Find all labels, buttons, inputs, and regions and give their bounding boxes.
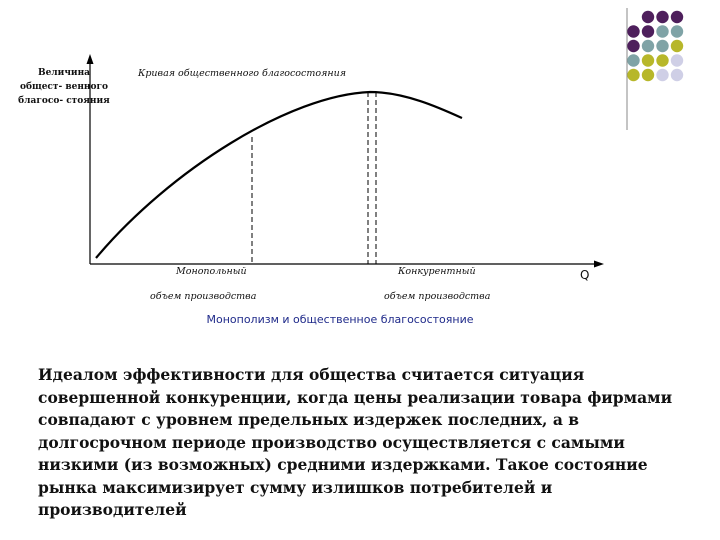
decorative-dot bbox=[642, 25, 654, 37]
monopoly-label-line1: Монопольный bbox=[176, 266, 247, 277]
decorative-dot bbox=[642, 69, 654, 81]
decorative-dot bbox=[642, 54, 654, 66]
decorative-dot bbox=[642, 11, 654, 23]
decorative-dot bbox=[627, 69, 639, 81]
decorative-dot bbox=[642, 40, 654, 52]
welfare-curve bbox=[96, 92, 462, 258]
competitive-label-line1: Конкурентный bbox=[398, 266, 476, 277]
decorative-dot-grid bbox=[627, 11, 683, 81]
body-paragraph: Идеалом эффективности для общества считается ситуация совершенной конкуренции, когда цены реализации товара фирмами совпадают с уровнем предельных издержек последних, а в долгосрочном периоде производство осуществляется с самыми низкими (из возможных) средними издержками. Такое состояние рынка максимизирует сумму излишков потребителей и производителей bbox=[38, 365, 673, 519]
decorative-dot bbox=[656, 69, 668, 81]
decorative-dot bbox=[627, 40, 639, 52]
decorative-dot bbox=[627, 25, 639, 37]
decorative-dot bbox=[671, 25, 683, 37]
figure-caption: Монополизм и общественное благосостояние bbox=[206, 313, 474, 326]
decorative-dot bbox=[656, 25, 668, 37]
y-axis-label: Величина общест- венного благосо- стояния bbox=[18, 68, 110, 106]
decorative-dot bbox=[671, 11, 683, 23]
x-axis-arrow bbox=[594, 261, 604, 268]
monopoly-label-line2: объем производства bbox=[150, 291, 257, 302]
decorative-dot bbox=[656, 11, 668, 23]
competitive-label-line2: объем производства bbox=[384, 291, 491, 302]
y-axis-arrow bbox=[87, 54, 94, 64]
decorative-dot bbox=[671, 69, 683, 81]
x-axis-label: Q bbox=[580, 268, 590, 282]
decorative-dot bbox=[627, 54, 639, 66]
decorative-dot bbox=[671, 54, 683, 66]
decorative-dot bbox=[656, 54, 668, 66]
decorative-dot bbox=[656, 40, 668, 52]
decorative-dot bbox=[671, 40, 683, 52]
curve-label: Кривая общественного благосостояния bbox=[138, 68, 347, 79]
